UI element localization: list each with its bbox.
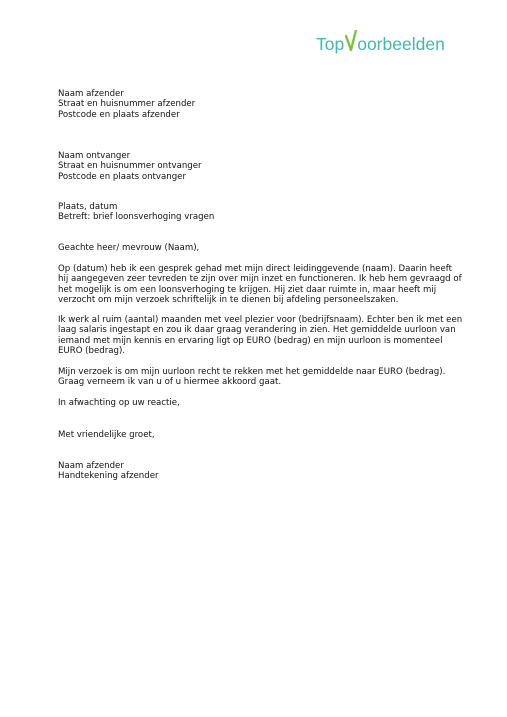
paragraph-2-line: Ik werk al ruim (aantal) maanden met veel plezier voor (bedrijfsnaam). Echter ben ik met een	[58, 315, 463, 325]
place-date: Plaats, datum	[58, 202, 118, 212]
paragraph-1-line: verzocht om mijn verzoek schriftelijk in te dienen bij afdeling personeelszaken.	[58, 295, 399, 306]
subject-line: Betreft: brief loonsverhoging vragen	[58, 212, 215, 223]
closing-wait: In afwachting op uw reactie,	[58, 398, 180, 408]
signature-block	[58, 461, 458, 482]
place-date-subject	[58, 202, 458, 223]
salutation-block	[58, 243, 458, 253]
paragraph-3	[58, 367, 458, 388]
salutation: Geachte heer/ mevrouw (Naam),	[58, 243, 200, 253]
paragraph-1-line: het mogelijk is om een loonsverhoging te krijgen. Hij ziet daar ruimte in, maar heeft mij	[58, 284, 437, 295]
paragraph-3-line: Graag verneem ik van u of u hiermee akkoord gaat.	[58, 377, 282, 388]
recipient-address	[58, 151, 458, 182]
paragraph-1-line: hij aangegeven zeer tevreden te zijn over mijn inzet en functioneren. Ik heb hem gevraagd of	[58, 274, 462, 285]
topvoorbeelden-logo	[316, 29, 445, 55]
recipient-name: Naam ontvanger	[58, 151, 131, 161]
sender-name: Naam afzender	[58, 89, 124, 99]
sender-postcode-city: Postcode en plaats afzender	[58, 109, 180, 120]
closing-greeting: Met vriendelijke groet,	[58, 430, 155, 440]
paragraph-3-line: Mijn verzoek is om mijn uurloon recht te rekken met het gemiddelde naar EURO (bedrag).	[58, 367, 446, 377]
closing-greeting-block	[58, 430, 458, 440]
sender-address	[58, 89, 458, 120]
paragraph-1-line: Op (datum) heb ik een gesprek gehad met mijn direct leidinggevende (naam). Daarin heeft	[58, 264, 452, 274]
paragraph-2-line: EURO (bedrag).	[58, 346, 126, 357]
sender-street: Straat en huisnummer afzender	[58, 99, 196, 110]
logo-text-oorbeelden: oorbeelden	[357, 34, 445, 54]
signature-handwriting: Handtekening afzender	[58, 471, 159, 482]
logo-v-checkmark-icon	[345, 30, 357, 52]
paragraph-2-line: laag salaris ingestapt en zou ik daar graag verandering in zien. Het gemiddelde uurloon van	[58, 325, 456, 336]
paragraph-2-line: iemand met mijn kennis en ervaring ligt op EURO (bedrag) en mijn uurloon is momenteel	[58, 335, 443, 346]
recipient-street: Straat en huisnummer ontvanger	[58, 161, 202, 172]
recipient-postcode-city: Postcode en plaats ontvanger	[58, 171, 187, 182]
closing-wait-block	[58, 398, 458, 408]
paragraph-1	[58, 264, 462, 306]
logo-text-top: Top	[316, 34, 345, 54]
paragraph-2	[58, 315, 463, 357]
signature-name: Naam afzender	[58, 461, 124, 471]
